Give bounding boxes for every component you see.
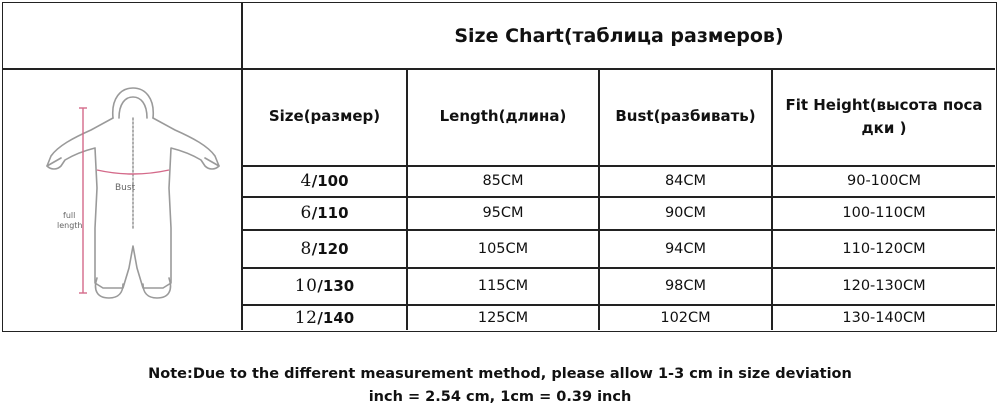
length-label-line2: length xyxy=(57,221,83,230)
size-cm: /100 xyxy=(311,172,349,190)
size-number: 4 xyxy=(300,171,312,191)
table-row-size xyxy=(243,230,406,267)
table-cell-length: 95CM xyxy=(482,205,524,221)
note-inch-conversion: inch = 2.54 cm, 1cm = 0.39 inch xyxy=(368,389,632,405)
size-cm: /120 xyxy=(311,239,349,258)
table-row-size xyxy=(243,197,406,229)
table-cell-bust: 98CM xyxy=(664,278,707,294)
table-row-size xyxy=(243,166,406,196)
onesie-illustration xyxy=(13,78,243,323)
size-cm: /110 xyxy=(311,204,349,222)
header-fit-height xyxy=(773,69,995,165)
measurement-lines xyxy=(79,108,169,293)
header-bust: Bust(разбивать) xyxy=(615,107,756,126)
note-deviation: Note:Due to the different measurement method, please allow 1-3 cm in size deviation xyxy=(148,366,852,382)
table-cell-fit-height: 130-140CM xyxy=(842,309,926,326)
table-cell-length: 115CM xyxy=(477,278,529,294)
size-number: 8 xyxy=(300,238,312,259)
bust-label: Bust xyxy=(115,183,136,193)
table-cell-bust: 94CM xyxy=(664,240,707,257)
header-fit-height-line2: дки ) xyxy=(861,119,907,137)
size-cm: /140 xyxy=(317,308,355,327)
table-cell-length: 105CM xyxy=(477,240,529,257)
table-cell-fit-height: 110-120CM xyxy=(842,240,926,257)
size-number: 12 xyxy=(294,307,318,328)
table-row-size xyxy=(243,268,406,304)
length-label-line1: full xyxy=(63,211,76,220)
chart-title: Size Chart(таблица размеров) xyxy=(454,24,784,47)
table-cell-length: 125CM xyxy=(477,309,529,326)
table-cell-length: 85CM xyxy=(482,173,524,189)
size-chart-table xyxy=(2,2,997,332)
table-cell-fit-height: 100-110CM xyxy=(842,205,926,221)
size-number: 10 xyxy=(294,276,318,296)
table-cell-bust: 84CM xyxy=(664,173,707,189)
header-size: Size(размер) xyxy=(268,107,381,126)
table-cell-bust: 102CM xyxy=(660,309,711,326)
table-cell-bust: 90CM xyxy=(664,205,707,221)
table-cell-fit-height: 120-130CM xyxy=(842,278,926,294)
table-row-size xyxy=(243,305,406,330)
size-cm: /130 xyxy=(317,277,355,295)
header-fit-height-line1: Fit Height(высота поса xyxy=(785,95,983,114)
size-number: 6 xyxy=(300,203,312,223)
table-cell-fit-height: 90-100CM xyxy=(847,173,921,189)
header-length: Length(длина) xyxy=(439,107,567,126)
